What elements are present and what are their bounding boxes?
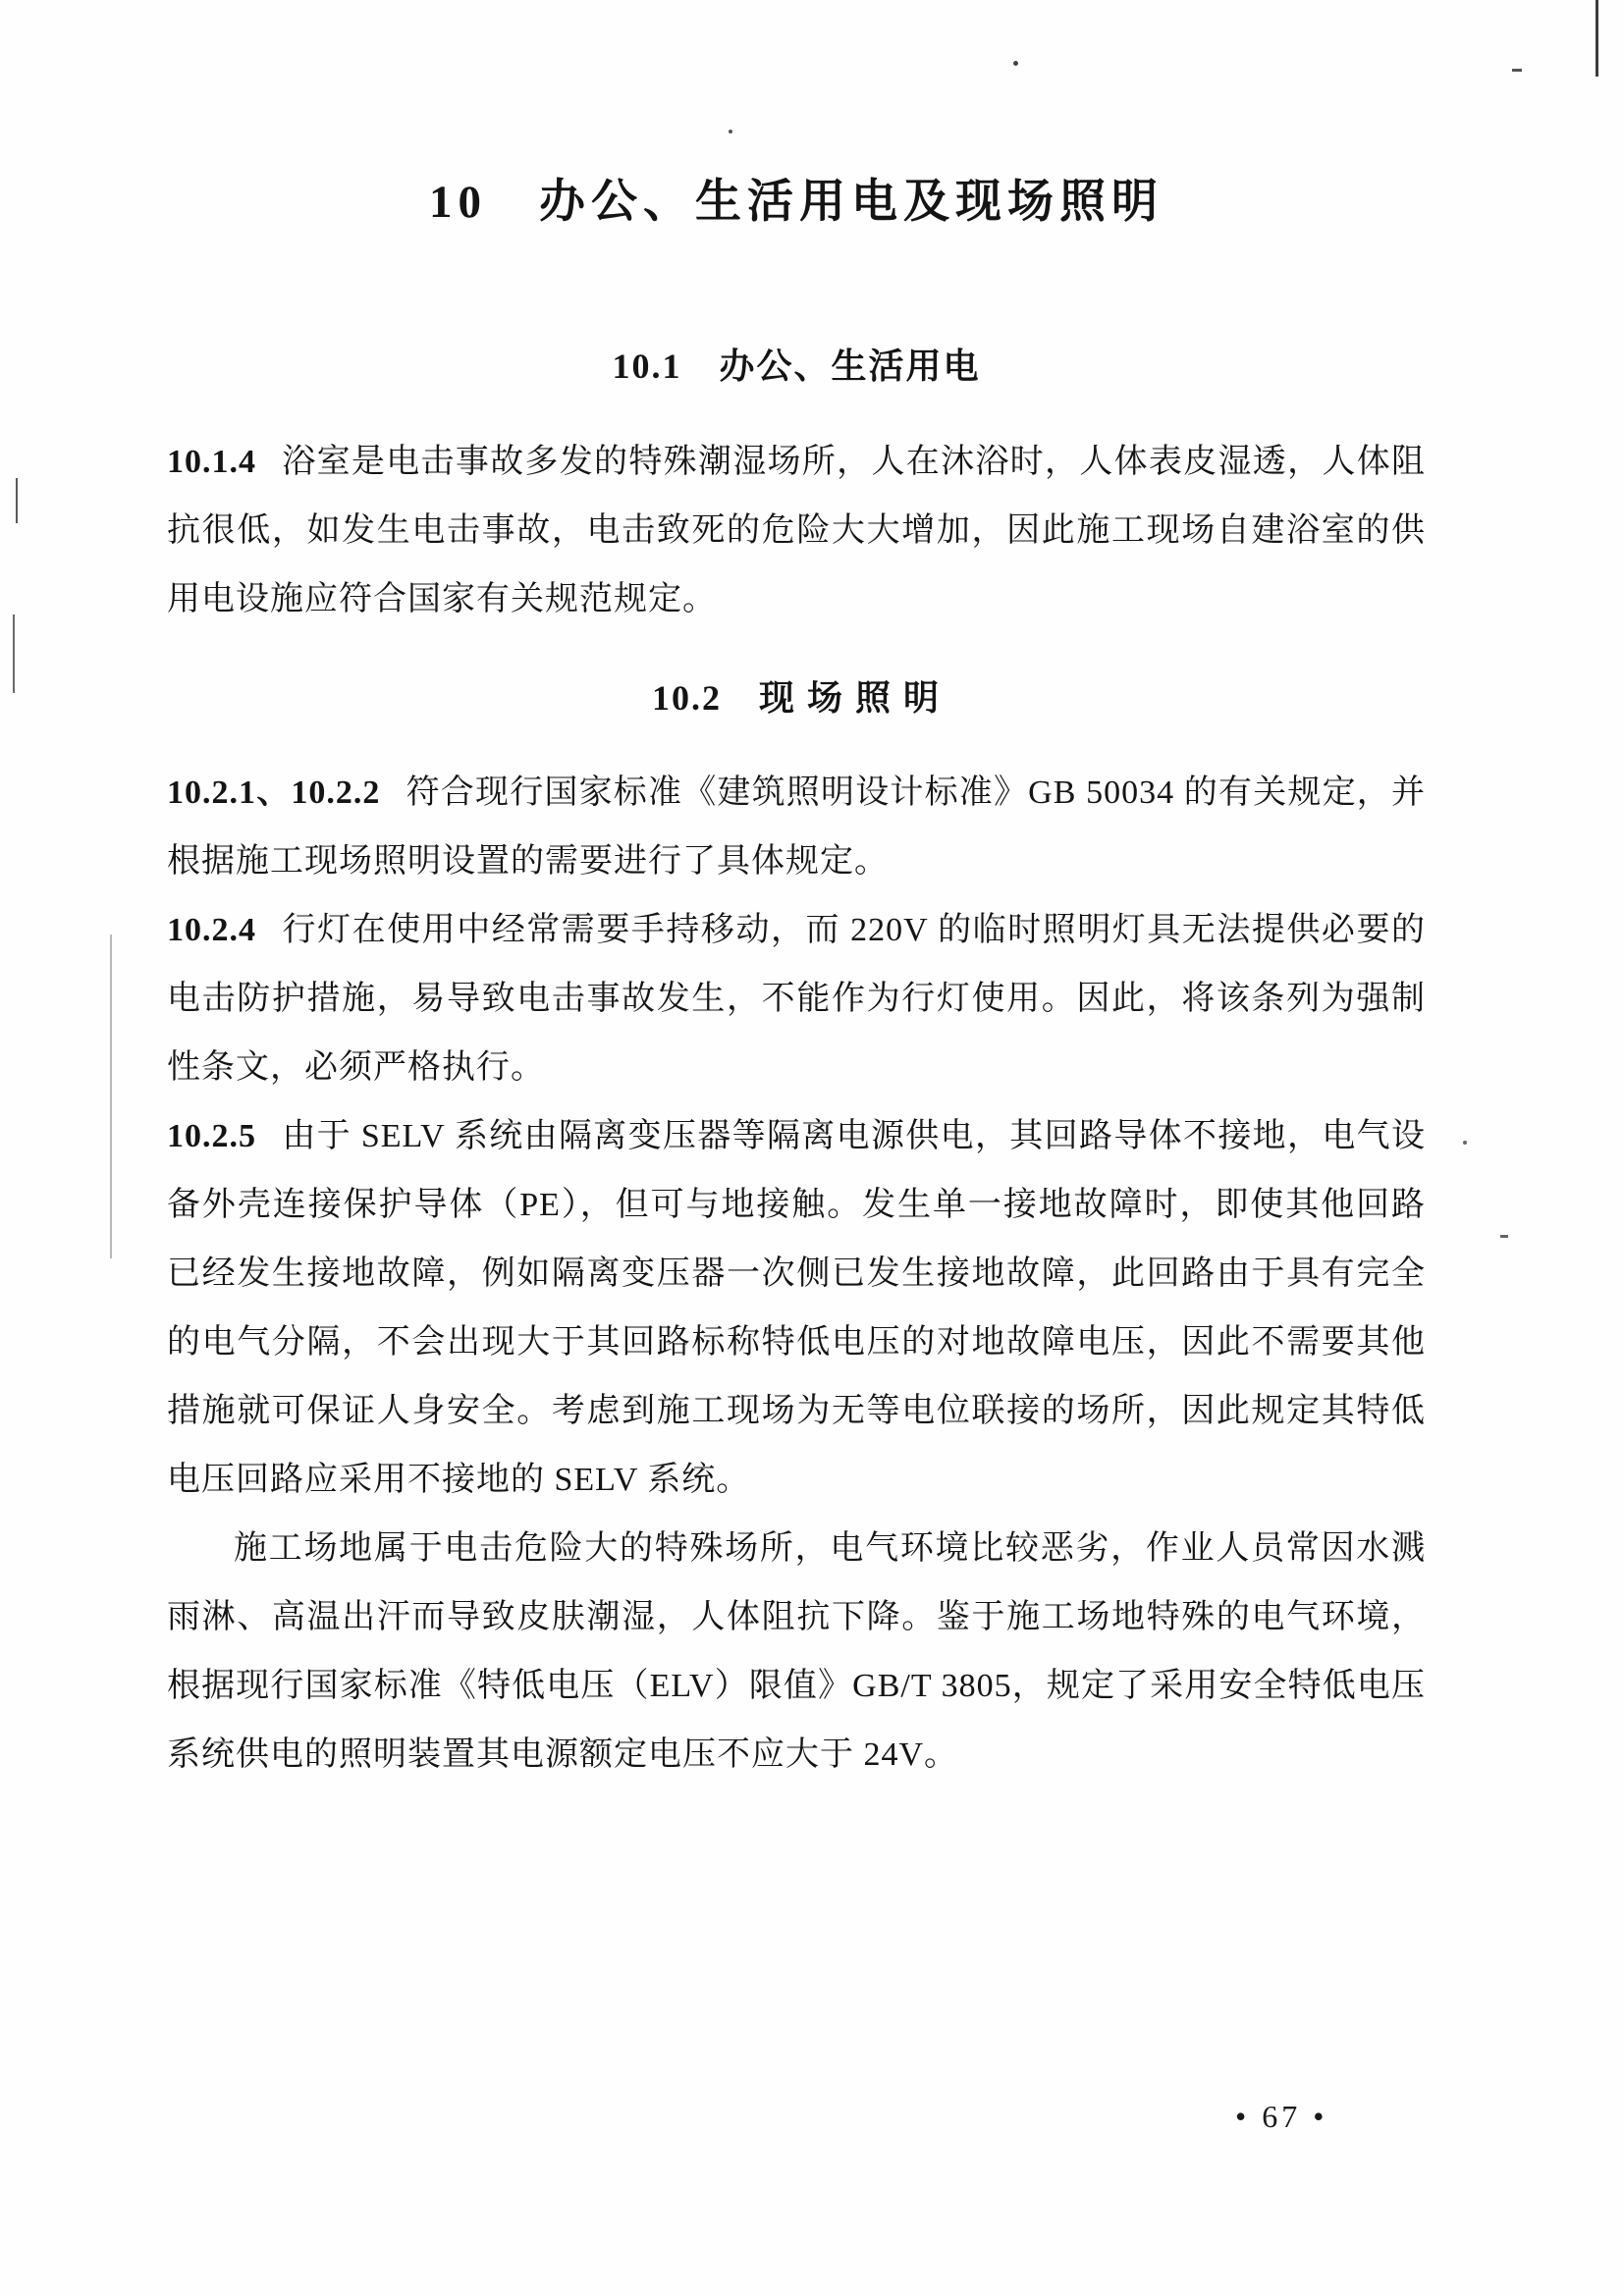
clause-label-10-2-4: 10.2.4: [167, 911, 256, 948]
section-heading-10-2: 10.2 现 场 照 明: [651, 677, 941, 718]
paragraph-10-2-5: [167, 1102, 1426, 1515]
paragraph-10-2-4: [167, 896, 1426, 1102]
scan-artifact-line: [1596, 0, 1598, 77]
scan-artifact-dot: [1500, 1235, 1508, 1238]
clause-text-10-2-4: 行灯在使用中经常需要手持移动，而 220V 的临时照明灯具无法提供必要的电击防护措施，易导致电击事故发生，不能作为行灯使用。因此，将该条列为强制性条文，必须严格执行。: [167, 911, 1426, 1086]
chapter-title: 10 办公、生活用电及现场照明: [429, 177, 1163, 228]
scan-artifact-line: [110, 934, 112, 1258]
clause-text-site-conditions: 施工场地属于电击危险大的特殊场所，电气环境比较恶劣，作业人员常因水溅雨淋、高温出汗而导致皮肤潮湿，人体阻抗下降。鉴于施工场地特殊的电气环境，根据现行国家标准《特低电压（ELV）限值》GB/T 3805，规定了采用安全特低电压系统供电的照明装置其电源额定电压不应大于 24V。: [167, 1529, 1426, 1773]
scan-artifact-dash: [16, 478, 18, 523]
section-heading-10-1: 10.1 办公、生活用电: [612, 347, 981, 387]
scan-artifact-dot: [729, 130, 732, 133]
scan-artifact-dot: [1512, 69, 1522, 72]
paragraph-site-conditions: [167, 1515, 1426, 1789]
clause-text-10-2-1-2: 符合现行国家标准《建筑照明设计标准》GB 50034 的有关规定，并根据施工现场照明设置的需要进行了具体规定。: [167, 774, 1427, 880]
scan-artifact-dot: [1463, 1141, 1467, 1145]
clause-text-10-2-5: 由于 SELV 系统由隔离变压器等隔离电源供电，其回路导体不接地，电气设备外壳连接保护导体（PE），但可与地接触。发生单一接地故障时，即使其他回路已经发生接地故障，例如隔离变压器一次侧已发生接地故障，此回路由于具有完全的电气分隔，不会出现大于其回路标称特低电压的对地故障电压，因此不需要其他措施就可保证人身安全。考虑到施工现场为无等电位联接的场所，因此规定其特低电压回路应采用不接地的 SELV 系统。: [167, 1117, 1426, 1498]
clause-label-10-1-4: 10.1.4: [167, 443, 256, 480]
clause-label-10-2-5: 10.2.5: [167, 1117, 256, 1154]
scan-artifact-dot: [1013, 61, 1018, 66]
scan-artifact-dash: [13, 614, 15, 693]
paragraph-10-1-4: [167, 428, 1426, 634]
clause-label-10-2-1-2: 10.2.1、10.2.2: [167, 774, 381, 811]
text-block: [167, 175, 1426, 1789]
clause-text-10-1-4: 浴室是电击事故多发的特殊潮湿场所，人在沐浴时，人体表皮湿透，人体阻抗很低，如发生电击事故，电击致死的危险大大增加，因此施工现场自建浴室的供用电设施应符合国家有关规范规定。: [167, 443, 1426, 617]
page-number: • 67 •: [1235, 2099, 1328, 2134]
paragraph-10-2-1-2: [167, 759, 1426, 896]
